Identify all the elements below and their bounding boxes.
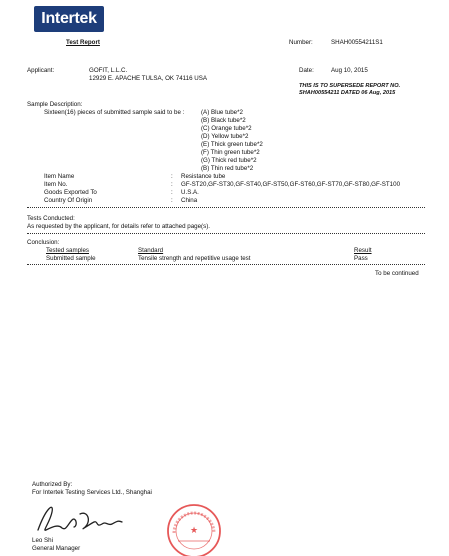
date-value: Aug 10, 2015 bbox=[331, 67, 368, 74]
conclusion-heading: Conclusion: bbox=[27, 239, 60, 246]
sample-item: (B) Thin red tube*2 bbox=[201, 165, 254, 172]
tests-text: As requested by the applicant, for details refer to attached page(s). bbox=[27, 223, 210, 230]
field-sep: : bbox=[171, 197, 173, 204]
sample-item: (B) Black tube*2 bbox=[201, 117, 246, 124]
field-label-exported-to: Goods Exported To bbox=[44, 189, 97, 196]
col-standard: Standard bbox=[138, 247, 164, 254]
col-tested-samples: Tested samples bbox=[46, 247, 89, 254]
sample-item: (F) Thin green tube*2 bbox=[201, 149, 260, 156]
sample-item: (E) Thick green tube*2 bbox=[201, 141, 263, 148]
sample-intro: Sixteen(16) pieces of submitted sample said to be : bbox=[44, 109, 185, 116]
field-sep: : bbox=[171, 181, 173, 188]
row-result: Pass bbox=[354, 255, 368, 262]
number-value: SHAH00554211S1 bbox=[331, 39, 383, 46]
company-stamp bbox=[166, 503, 222, 556]
field-label-item-name: Item Name bbox=[44, 173, 75, 180]
to-be-continued: To be continued bbox=[375, 270, 419, 277]
sample-item: (C) Orange tube*2 bbox=[201, 125, 252, 132]
applicant-address: 12929 E. APACHE TULSA, OK 74116 USA bbox=[89, 75, 207, 82]
field-sep: : bbox=[171, 173, 173, 180]
date-label: Date: bbox=[299, 67, 314, 74]
tests-heading: Tests Conducted: bbox=[27, 215, 75, 222]
field-value-item-no: GF-ST20,GF-ST30,GF-ST40,GF-ST50,GF-ST60,GF-ST70,GF-ST80,GF-ST100 bbox=[181, 181, 401, 188]
authorized-company: For Intertek Testing Services Ltd., Shanghai bbox=[32, 489, 152, 496]
sample-heading: Sample Description: bbox=[27, 101, 83, 108]
row-standard: Tensile strength and repetitive usage test bbox=[138, 255, 251, 262]
authorized-by: Authorized By: bbox=[32, 481, 73, 488]
number-label: Number: bbox=[289, 39, 313, 46]
supersede-line2: SHAH00554211 DATED 06 Aug, 2015 bbox=[299, 90, 396, 96]
row-samples: Submitted sample bbox=[46, 255, 96, 262]
divider bbox=[27, 233, 425, 234]
report-title: Test Report bbox=[66, 39, 100, 46]
signer-name: Leo Shi bbox=[32, 537, 53, 544]
signer-title: General Manager bbox=[32, 545, 81, 552]
applicant-name: GOFIT, L.L.C. bbox=[89, 67, 128, 74]
sample-item: (G) Thick red tube*2 bbox=[201, 157, 257, 164]
field-sep: : bbox=[171, 189, 173, 196]
col-result: Result bbox=[354, 247, 372, 254]
svg-text:★: ★ bbox=[189, 525, 199, 535]
field-value-exported-to: U.S.A. bbox=[181, 189, 199, 196]
divider bbox=[27, 264, 425, 265]
field-label-item-no: Item No. bbox=[44, 181, 68, 188]
logo-text: Intertek bbox=[41, 9, 97, 27]
field-label-origin: Country Of Origin bbox=[44, 197, 93, 204]
sample-item: (A) Blue tube*2 bbox=[201, 109, 243, 116]
handwritten-signature bbox=[32, 500, 132, 538]
divider bbox=[27, 207, 425, 208]
applicant-label: Applicant: bbox=[27, 67, 55, 74]
field-value-origin: China bbox=[181, 197, 198, 204]
sample-item: (D) Yellow tube*2 bbox=[201, 133, 249, 140]
supersede-line1: THIS IS TO SUPERSEDE REPORT NO. bbox=[299, 83, 401, 89]
field-value-item-name: Resistance tube bbox=[181, 173, 226, 180]
intertek-logo bbox=[34, 6, 104, 32]
